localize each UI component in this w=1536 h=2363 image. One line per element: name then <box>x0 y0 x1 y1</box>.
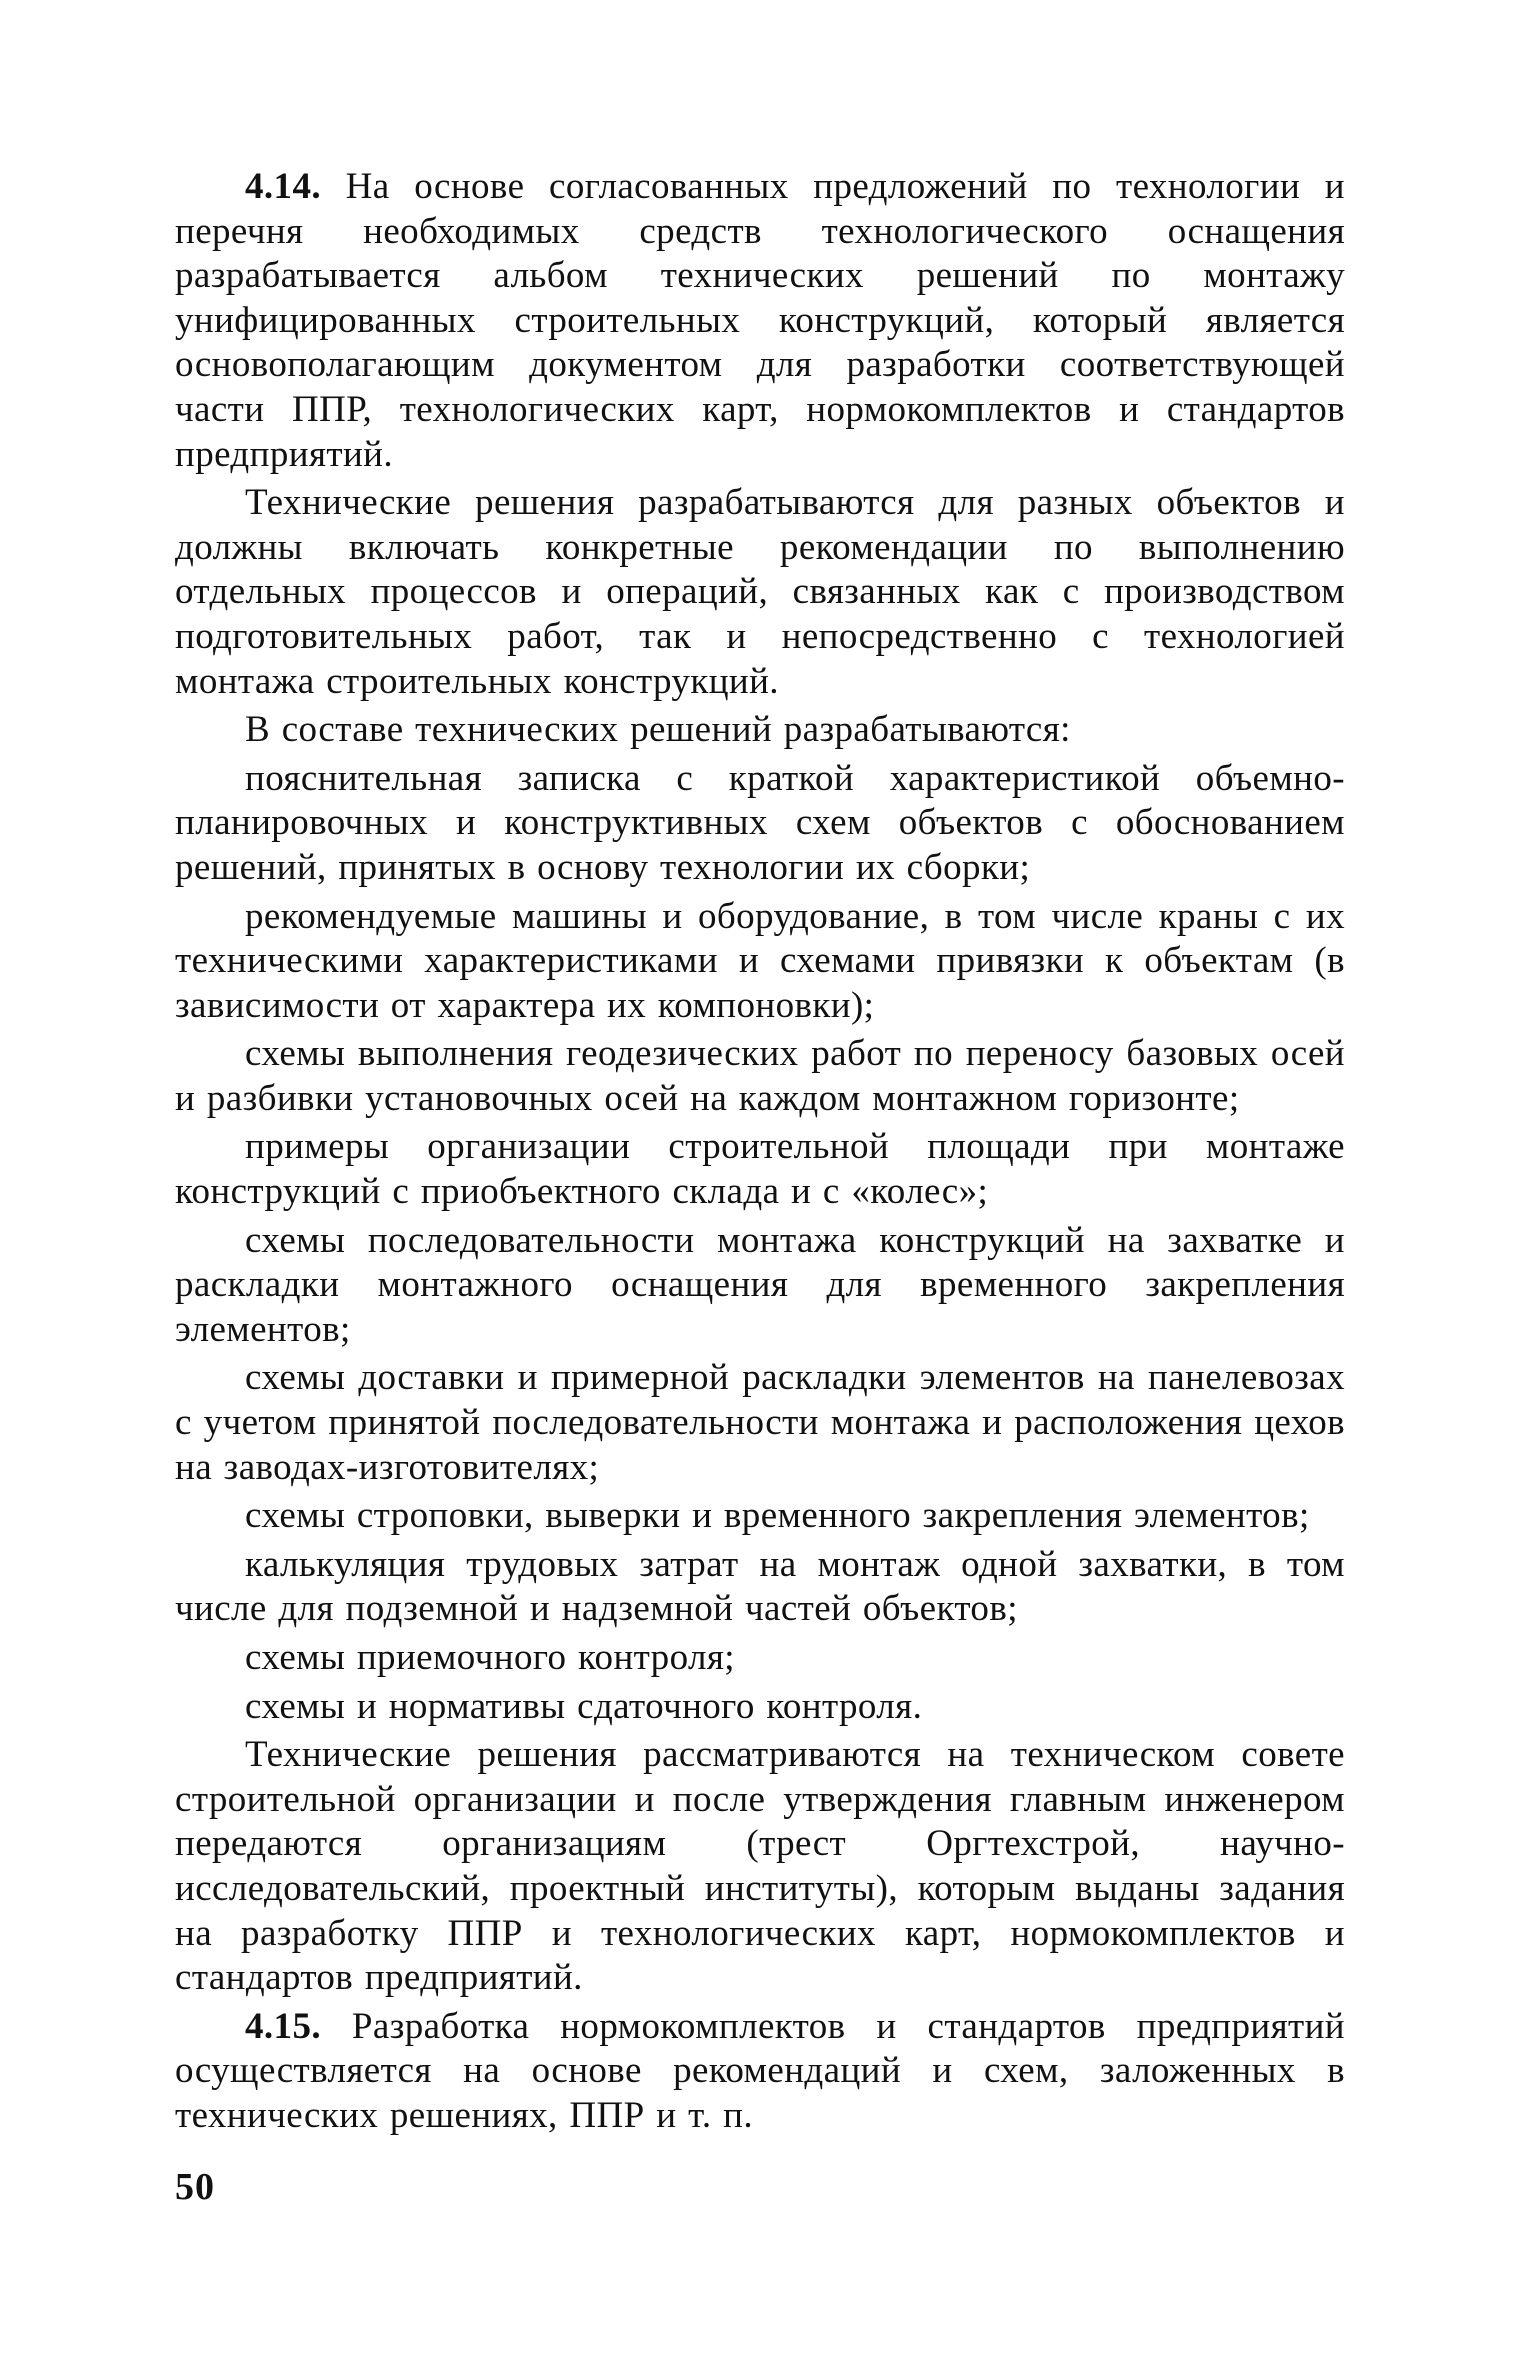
paragraph-list-intro: В составе технических решений разрабатываются: <box>245 709 1071 751</box>
paragraph-4-14 <box>175 165 1345 477</box>
list-item: схемы приемочного контроля; <box>245 1637 735 1678</box>
paragraph-4-15 <box>175 2005 1345 2139</box>
list-item: схемы и нормативы сдаточного контроля. <box>245 1685 923 1727</box>
list-item: схемы доставки и примерной раскладки элементов на панелевозах с учетом принятой последовательности монтажа и расположения цехов на заводах-изготовителях; <box>175 1357 1345 1488</box>
list-item: калькуляция трудовых затрат на монтаж одной захватки, в том числе для подземной и надземной частей объектов; <box>175 1543 1345 1630</box>
page-number: 50 <box>175 2166 215 2208</box>
paragraph-closing: Технические решения рассматриваются на техническом совете строительной организации и после утверждения главным инженером передаются организациям (трест Оргтехстрой, научно-исследовательский, проектный институты), которым выданы задания на разработку ППР и технологических карт, нормокомплектов и стандартов предприятий. <box>175 1734 1345 1999</box>
list-item: рекомендуемые машины и оборудование, в том числе краны с их техническими характеристиками и схемами привязки к объектам (в зависимости от характера их компоновки); <box>175 895 1345 1026</box>
list-item: примеры организации строительной площади при монтаже конструкций с приобъектного склада и с «колес»; <box>175 1126 1345 1213</box>
paragraph-text: Разработка нормокомплектов и стандартов предприятий осуществляется на основе рекомендаций и схем, заложенных в технических решениях, ППР и т. п. <box>175 2005 1345 2136</box>
paragraph: Технические решения разрабатываются для разных объектов и должны включать конкретные рекомендации по выполнению отдельных процессов и операций, связанных как с производством подготовительных работ, так и непосредственно с технологией монтажа строительных конструкций. <box>175 482 1345 702</box>
list-item: схемы выполнения геодезических работ по переносу базовых осей и разбивки установочных осей на каждом монтажном горизонте; <box>175 1033 1345 1119</box>
section-number: 4.15. <box>245 2005 321 2047</box>
list-item: схемы строповки, выверки и временного закрепления элементов; <box>245 1495 1310 1537</box>
paragraph-text: На основе согласованных предложений по технологии и перечня необходимых средств технологического оснащения разрабатывается альбом технических решений по монтажу унифицированных строительных конструкций, который является основополагающим документом для разработки соответствующей части ППР, технологических карт, нормокомплектов и стандартов предприятий. <box>175 166 1345 475</box>
body-text <box>175 165 1345 2143</box>
list-item: схемы последовательности монтажа конструкций на захватке и раскладки монтажного оснащения для временного закрепления элементов; <box>175 1219 1345 1350</box>
section-number: 4.14. <box>245 166 321 207</box>
list-item: пояснительная записка с краткой характеристикой объемно-планировочных и конструктивных схем объектов с обоснованием решений, принятых в основу технологии их сборки; <box>175 757 1345 888</box>
